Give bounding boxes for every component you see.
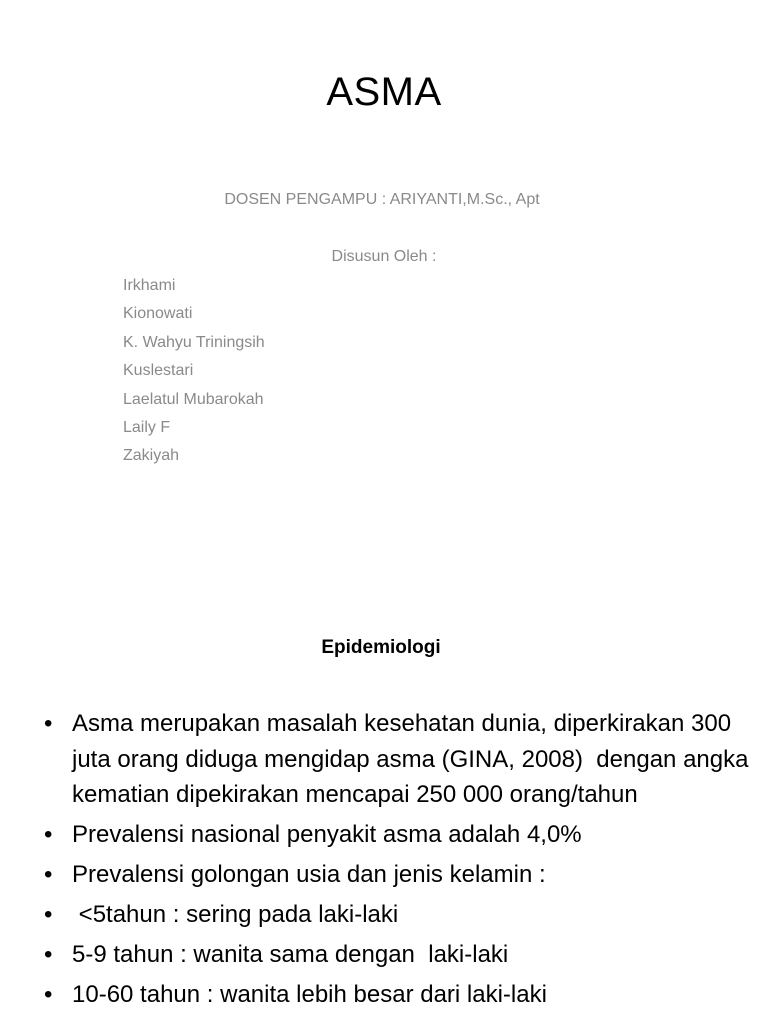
compiled-by-label: Disusun Oleh :: [331, 248, 437, 265]
author-name: Laelatul Mubarokah: [123, 390, 264, 408]
author-name: Kionowati: [123, 305, 193, 323]
bullet-icon: •: [44, 901, 53, 928]
bullet-item: [44, 937, 754, 973]
author-name: K. Wahyu Triningsih: [123, 333, 265, 351]
lecturer-line: DOSEN PENGAMPU : ARIYANTI,M.Sc., Apt: [224, 191, 540, 208]
bullet-item: [44, 977, 754, 1013]
bullet-text: Asma merupakan masalah kesehatan dunia, diperkirakan 300 juta orang diduga mengidap asma (GINA, 2008) dengan angka kematian dipekirakan mencapai 250 000 orang/tahun: [72, 710, 756, 808]
author-name: Laily F: [123, 418, 171, 436]
bullet-item: [44, 817, 754, 853]
section-title: Epidemiologi: [321, 637, 441, 658]
bullet-item: [44, 897, 754, 933]
bullet-text: 5-9 tahun : wanita sama dengan laki-laki: [72, 941, 509, 968]
bullet-item: [44, 857, 754, 893]
bullet-icon: •: [44, 861, 53, 888]
bullet-text: Prevalensi nasional penyakit asma adalah 4,0%: [72, 821, 582, 848]
author-name: Kuslestari: [123, 362, 194, 380]
bullet-list: [44, 706, 754, 1017]
bullet-icon: •: [44, 710, 53, 737]
bullet-text: <5tahun : sering pada laki-laki: [72, 901, 399, 928]
bullet-item: [44, 706, 754, 813]
bullet-icon: •: [44, 821, 53, 848]
author-list: [123, 275, 265, 474]
bullet-text: Prevalensi golongan usia dan jenis kelamin :: [72, 861, 546, 888]
bullet-icon: •: [44, 981, 53, 1008]
bullet-text: 10-60 tahun : wanita lebih besar dari laki-laki: [72, 981, 547, 1008]
author-name: Irkhami: [123, 277, 176, 294]
author-name: Zakiyah: [123, 447, 180, 465]
bullet-icon: •: [44, 941, 53, 968]
slide-title: ASMA: [326, 70, 442, 114]
